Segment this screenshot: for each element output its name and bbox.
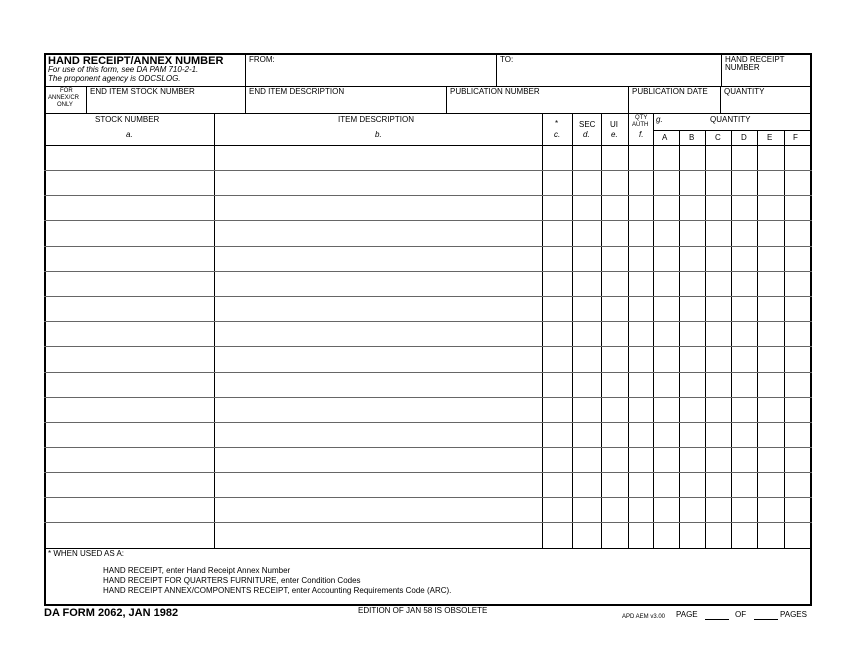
col-sec-letter: d.: [583, 130, 590, 139]
for-annex-label-3: ONLY: [57, 102, 73, 108]
col-g-letter: g.: [656, 115, 663, 124]
col-ui-letter: e.: [611, 130, 618, 139]
col-qty-auth-letter: f.: [639, 130, 644, 139]
col-qty-a: A: [662, 133, 668, 142]
col-item-description-label: ITEM DESCRIPTION: [338, 115, 415, 124]
form-frame: [44, 53, 812, 606]
form-instruction-1: For use of this form, see DA PAM 710-2-1.: [48, 65, 199, 74]
col-qty-auth-label-1: QTY: [635, 115, 648, 121]
row2-divider-1: [86, 86, 87, 113]
table-row[interactable]: [44, 271, 812, 272]
publication-number-label: PUBLICATION NUMBER: [450, 87, 540, 96]
table-row[interactable]: [44, 422, 812, 423]
col-stock-number-letter: a.: [126, 130, 133, 139]
publication-date-label: PUBLICATION DATE: [632, 87, 708, 96]
form-id: DA FORM 2062, JAN 1982: [44, 607, 179, 619]
col-line-qty-a: [679, 130, 680, 548]
column-header-bottom-rule: [44, 145, 812, 146]
col-qty-b: B: [689, 133, 695, 142]
form-instruction-2: The proponent agency is ODCSLOG.: [48, 74, 181, 83]
page-number-field[interactable]: [705, 612, 729, 620]
from-field[interactable]: [246, 54, 495, 85]
table-row[interactable]: [44, 321, 812, 322]
table-row[interactable]: [44, 220, 812, 221]
of-label: OF: [735, 610, 747, 619]
table-row[interactable]: [44, 447, 812, 448]
col-qty-d: D: [741, 133, 747, 142]
to-field[interactable]: [497, 54, 720, 85]
footnote-heading: * WHEN USED AS A:: [48, 549, 125, 558]
col-line-qty-c: [731, 130, 732, 548]
form-title: HAND RECEIPT/ANNEX NUMBER: [48, 55, 224, 67]
table-row[interactable]: [44, 246, 812, 247]
col-line-qty-b: [705, 130, 706, 548]
table-row[interactable]: [44, 497, 812, 498]
col-qty-e: E: [767, 133, 773, 142]
for-annex-label-1: FOR: [60, 88, 73, 94]
col-star-letter: c.: [554, 130, 561, 139]
apd-version: APD AEM v3.00: [622, 614, 666, 620]
table-row[interactable]: [44, 397, 812, 398]
page-label: PAGE: [676, 610, 698, 619]
col-qty-auth-label-2: AUTH: [632, 122, 649, 128]
footnote-line-1: HAND RECEIPT, enter Hand Receipt Annex Number: [103, 566, 291, 575]
table-row[interactable]: [44, 296, 812, 297]
col-line-qty-auth: [653, 113, 654, 548]
col-line-ui: [628, 113, 629, 548]
footnote-line-2: HAND RECEIPT FOR QUARTERS FURNITURE, enter Condition Codes: [103, 576, 361, 585]
col-line-star: [572, 113, 573, 548]
row2-divider-5: [720, 86, 721, 113]
col-stock-number-label: STOCK NUMBER: [95, 115, 160, 124]
row2-divider-3: [446, 86, 447, 113]
for-annex-label-2: ANNEX/CR: [48, 95, 80, 101]
col-line-sec: [601, 113, 602, 548]
table-row[interactable]: [44, 346, 812, 347]
col-quantity-label: QUANTITY: [710, 115, 751, 124]
table-row[interactable]: [44, 195, 812, 196]
hand-receipt-number-field[interactable]: [722, 54, 811, 85]
edition-note: EDITION OF JAN 58 IS OBSOLETE: [358, 606, 488, 615]
hand-receipt-number-label-2: NUMBER: [725, 63, 760, 72]
col-qty-f: F: [793, 133, 798, 142]
end-item-stock-label: END ITEM STOCK NUMBER: [90, 87, 195, 96]
end-item-quantity-label: QUANTITY: [724, 87, 765, 96]
col-qty-c: C: [715, 133, 721, 142]
col-item-description-letter: b.: [375, 130, 382, 139]
to-label: TO:: [500, 55, 514, 64]
col-ui-label: UI: [610, 120, 618, 129]
col-sec-label: SEC: [579, 120, 596, 129]
row2-divider-2: [245, 86, 246, 113]
table-row[interactable]: [44, 522, 812, 523]
end-item-description-label: END ITEM DESCRIPTION: [249, 87, 345, 96]
row2-bottom-rule: [44, 113, 812, 114]
col-line-qty-e: [784, 130, 785, 548]
row2-divider-4: [628, 86, 629, 113]
col-line-qty-d: [757, 130, 758, 548]
table-bottom-rule: [44, 548, 812, 549]
pages-label: PAGES: [780, 610, 807, 619]
col-line-stock: [214, 113, 215, 548]
from-label: FROM:: [249, 55, 275, 64]
total-pages-field[interactable]: [754, 612, 778, 620]
table-row[interactable]: [44, 170, 812, 171]
quantity-sub-rule: [653, 130, 812, 131]
col-star-label: *: [555, 119, 559, 128]
col-line-desc: [542, 113, 543, 548]
table-row[interactable]: [44, 372, 812, 373]
footnote-line-3: HAND RECEIPT ANNEX/COMPONENTS RECEIPT, enter Accounting Requirements Code (ARC).: [103, 586, 452, 595]
table-row[interactable]: [44, 472, 812, 473]
hand-receipt-number-label-1: HAND RECEIPT: [725, 55, 785, 64]
